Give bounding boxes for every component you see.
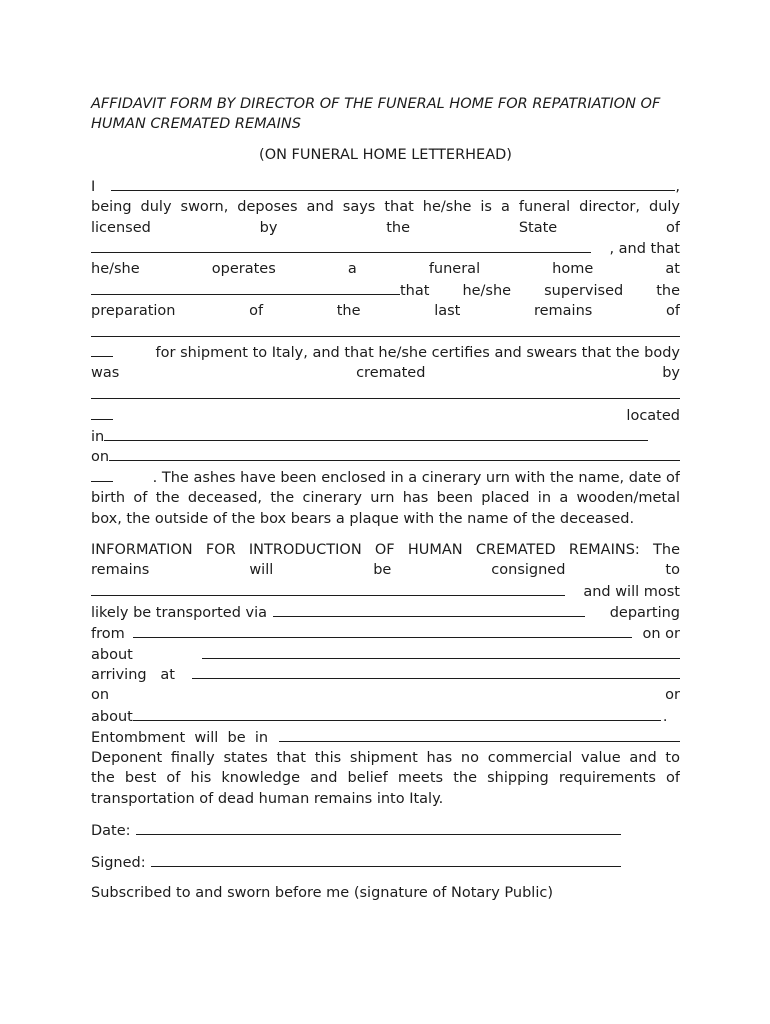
transport-via-blank[interactable] xyxy=(273,602,585,617)
p1-line-14: on xyxy=(91,446,680,467)
p2-line-12: the best of his knowledge and belief meets the shipping requirements of xyxy=(91,770,680,787)
p2-line-10: Entombment will be in xyxy=(91,727,680,748)
consignee-blank[interactable] xyxy=(91,581,565,596)
crematory-location-blank[interactable] xyxy=(104,426,648,441)
p1-line-10: was cremated by xyxy=(91,365,680,382)
p2-line-11: Deponent finally states that this shipment has no commercial value and to xyxy=(91,749,680,766)
state-blank[interactable] xyxy=(91,238,591,253)
date-field[interactable] xyxy=(136,820,621,835)
p1-line-8 xyxy=(91,322,680,343)
p1-line-5: he/she operates a funeral home at xyxy=(91,261,680,278)
director-name-blank[interactable] xyxy=(111,176,675,191)
departing-from-blank[interactable] xyxy=(133,623,632,638)
p2-line-7: arriving at xyxy=(91,664,680,685)
p1-line-11 xyxy=(91,384,680,405)
form-title: AFFIDAVIT FORM BY DIRECTOR OF THE FUNERAL HOME FOR REPATRIATION OF HUMAN CREMATED REMAINS xyxy=(91,96,661,132)
p1-line-9: for shipment to Italy, and that he/she certifies and swears that the body xyxy=(91,342,680,363)
p2-line-2: remains will be consigned to xyxy=(91,562,680,579)
p2-line-5: from on or xyxy=(91,623,680,644)
date-line: Date: xyxy=(91,820,680,841)
p1-line-16: birth of the deceased, the cinerary urn has been placed in a wooden/metal xyxy=(91,489,680,506)
p1-line-3: licensed by the State of xyxy=(91,219,680,236)
p1-line-17: box, the outside of the box bears a plaque with the name of the deceased. xyxy=(91,510,635,527)
funeral-home-address-blank[interactable] xyxy=(91,280,400,295)
p1-line-4: , and that xyxy=(91,238,680,259)
p1-line-15: . The ashes have been enclosed in a cinerary urn with the name, date of xyxy=(91,467,680,488)
p1-line-7: preparation of the last remains of xyxy=(91,302,680,319)
p2-line-13: transportation of dead human remains into Italy. xyxy=(91,791,444,808)
p1-line-13: in xyxy=(91,426,680,447)
p2-line-6: about xyxy=(91,644,680,665)
p1-line-12: located xyxy=(91,405,680,426)
p2-line-1: INFORMATION FOR INTRODUCTION OF HUMAN CREMATED REMAINS: The xyxy=(91,541,680,558)
arrival-date-blank[interactable] xyxy=(133,706,661,721)
p2-line-9: about . xyxy=(91,706,680,727)
p2-line-8: on or xyxy=(91,687,680,704)
p1-line-2: being duly sworn, deposes and says that he/she is a funeral director, duly xyxy=(91,198,680,215)
letterhead-note: (ON FUNERAL HOME LETTERHEAD) xyxy=(259,147,512,163)
deceased-name-blank[interactable] xyxy=(91,322,680,337)
entombment-blank[interactable] xyxy=(279,727,680,742)
p1-line-1: I , xyxy=(91,176,680,197)
cremation-date-blank[interactable] xyxy=(109,446,680,461)
crematory-blank[interactable] xyxy=(91,384,680,399)
signed-line: Signed: xyxy=(91,852,680,873)
p2-line-4: likely be transported via departing xyxy=(91,602,680,623)
arriving-at-blank[interactable] xyxy=(192,664,680,679)
signature-field[interactable] xyxy=(151,852,621,867)
departure-date-blank[interactable] xyxy=(202,644,680,659)
form-body xyxy=(91,176,680,904)
notary-line: Subscribed to and sworn before me (signature of Notary Public) xyxy=(91,885,553,901)
p1-line-6: that he/she supervised the xyxy=(91,280,680,301)
p2-line-3: and will most xyxy=(91,581,680,602)
